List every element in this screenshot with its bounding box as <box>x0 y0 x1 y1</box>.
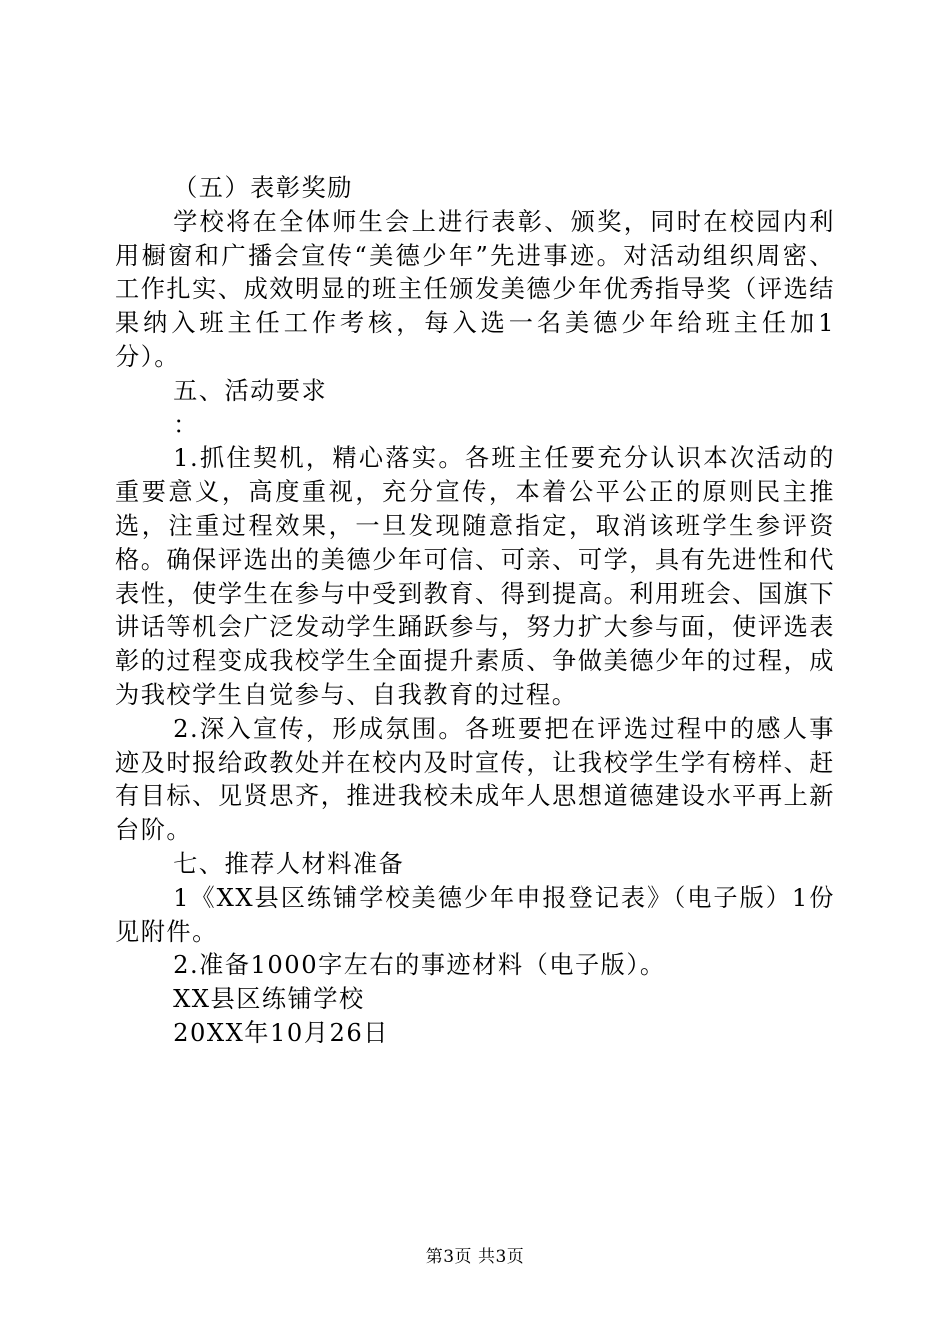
paragraph-material-2: 2.准备1000字左右的事迹材料（电子版）。 <box>173 951 666 980</box>
signature-date: 20XX年10月26日 <box>173 1018 389 1047</box>
paragraph-requirement-1: 1.抓住契机，精心落实。各班主任要充分认识本次活动的重要意义，高度重视，充分宣传，本着公平公正的原则民主推选，注重过程效果，一旦发现随意指定，取消该班学生参评资格。确保评选出的美德少年可信、可亲、可学，具有先进性和代表性，使学生在参与中受到教育、得到提高。利用班会、国旗下讲话等机会广泛发动学生踊跃参与，努力扩大参与面，使评选表彰的过程变成我校学生全面提升素质、争做美德少年的过程，成为我校学生自觉参与、自我教育的过程。 <box>115 444 835 709</box>
paragraph-requirement-2: 2.深入宣传，形成氛围。各班要把在评选过程中的感人事迹及时报给政教处并在校内及时宣传，让我校学生学有榜样、赶有目标、见贤思齐，推进我校未成年人思想道德建设水平再上新台阶。 <box>115 714 835 845</box>
page-footer: 第3页 共3页 <box>425 1247 525 1267</box>
section-heading-award: （五）表彰奖励 <box>173 174 353 202</box>
paragraph-award-details: 学校将在全体师生会上进行表彰、颁奖，同时在校园内利用橱窗和广播会宣传“美德少年”先进事迹。对活动组织周密、工作扎实、成效明显的班主任颁发美德少年优秀指导奖（评选结果纳入班主任工作考核，每入选一名美德少年给班主任加1分）。 <box>115 207 835 371</box>
document-body <box>115 172 835 1051</box>
section-heading-materials: 七、推荐人材料准备 <box>173 849 405 878</box>
paragraph-material-1: 1《XX县区练铺学校美德少年申报登记表》（电子版）1份见附件。 <box>115 883 835 946</box>
signature-school: XX县区练铺学校 <box>173 985 365 1014</box>
colon-line: ： <box>173 410 199 439</box>
section-heading-requirements: 五、活动要求 <box>173 376 328 405</box>
